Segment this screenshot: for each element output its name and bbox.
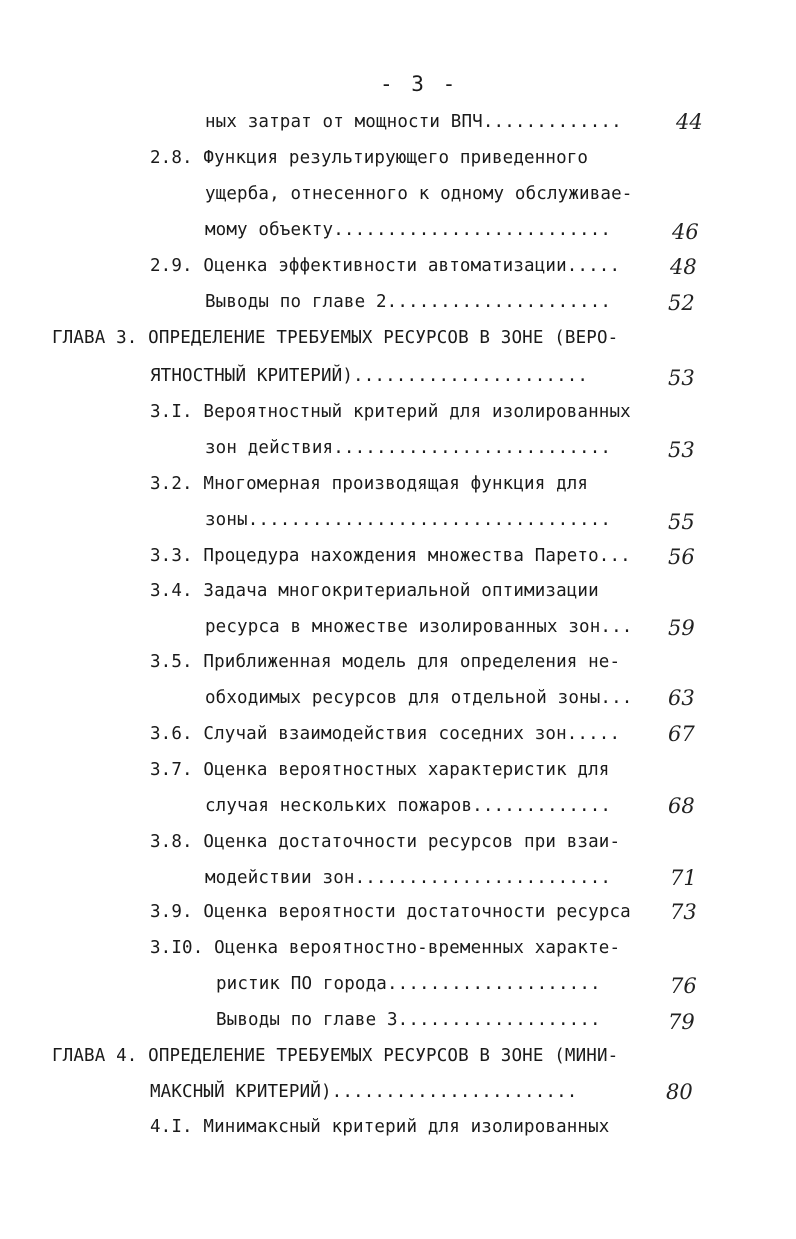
toc-page-number: 55: [668, 510, 695, 534]
toc-chapter-heading: ГЛАВА 3. ОПРЕДЕЛЕНИЕ ТРЕБУЕМЫХ РЕСУРСОВ В ЗОНЕ (ВЕРО-: [52, 328, 619, 348]
toc-line: случая нескольких пожаров.............: [205, 796, 612, 816]
toc-line: 3.I0. Оценка вероятностно-временных характе-: [150, 938, 621, 958]
toc-page-number: 73: [670, 900, 697, 924]
toc-line: 3.2. Многомерная производящая функция для: [150, 474, 589, 494]
toc-page-number: 68: [668, 794, 695, 818]
page-number: - 3 -: [380, 72, 459, 96]
toc-page-number: 63: [668, 686, 695, 710]
toc-page-number: 76: [670, 974, 697, 998]
toc-page-number: 56: [668, 545, 695, 569]
toc-page-number: 71: [670, 866, 697, 890]
toc-page-number: 67: [668, 722, 695, 746]
toc-page-number: 59: [668, 616, 695, 640]
toc-chapter-heading: ГЛАВА 4. ОПРЕДЕЛЕНИЕ ТРЕБУЕМЫХ РЕСУРСОВ В ЗОНЕ (МИНИ-: [52, 1046, 619, 1066]
toc-line: Выводы по главе 2.....................: [205, 292, 612, 312]
toc-page-number: 46: [672, 220, 699, 244]
toc-line: зоны..................................: [205, 510, 612, 530]
toc-page-number: 52: [668, 291, 695, 315]
toc-line: 4.I. Минимаксный критерий для изолированных: [150, 1117, 610, 1137]
toc-line: Выводы по главе 3...................: [216, 1010, 601, 1030]
toc-line: 3.8. Оценка достаточности ресурсов при взаи-: [150, 832, 621, 852]
toc-line: ЯТНОСТНЫЙ КРИТЕРИЙ)......................: [150, 366, 589, 386]
toc-line: МАКСНЫЙ КРИТЕРИЙ).......................: [150, 1082, 578, 1102]
toc-line: мому объекту..........................: [205, 220, 612, 240]
toc-page-number: 80: [666, 1080, 693, 1104]
toc-line: ущерба, отнесенного к одному обслуживае-: [205, 184, 633, 204]
toc-line: модействии зон........................: [205, 868, 612, 888]
toc-line: 3.9. Оценка вероятности достаточности ресурса: [150, 902, 631, 922]
toc-line: ных затрат от мощности ВПЧ.............: [205, 112, 622, 132]
toc-line: обходимых ресурсов для отдельной зоны...: [205, 688, 633, 708]
toc-line: 3.5. Приближенная модель для определения не-: [150, 652, 621, 672]
toc-line: 2.9. Оценка эффективности автоматизации.....: [150, 256, 621, 276]
toc-page-number: 53: [668, 366, 695, 390]
toc-line: 3.3. Процедура нахождения множества Парето...: [150, 546, 631, 566]
toc-page-number: 44: [676, 110, 703, 134]
toc-line: ристик ПО города....................: [216, 974, 601, 994]
toc-page-number: 48: [670, 255, 697, 279]
toc-line: зон действия..........................: [205, 438, 612, 458]
toc-line: 3.I. Вероятностный критерий для изолированных: [150, 402, 631, 422]
toc-line: 3.7. Оценка вероятностных характеристик для: [150, 760, 610, 780]
toc-page-number: 53: [668, 438, 695, 462]
toc-page-number: 79: [668, 1010, 695, 1034]
toc-line: 2.8. Функция результирующего приведенного: [150, 148, 589, 168]
toc-line: ресурса в множестве изолированных зон...: [205, 617, 633, 637]
toc-line: 3.4. Задача многокритериальной оптимизации: [150, 581, 599, 601]
toc-line: 3.6. Случай взаимодействия соседних зон.....: [150, 724, 621, 744]
